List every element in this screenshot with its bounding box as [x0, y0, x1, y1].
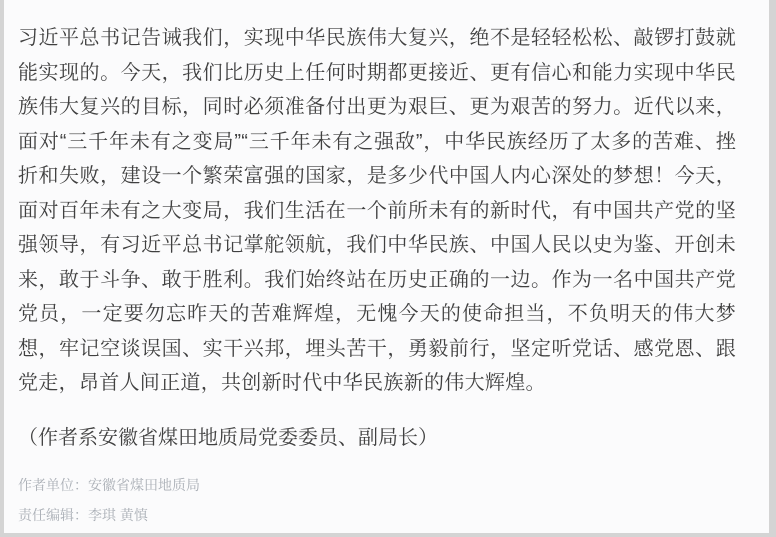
- article-paragraph: 习近平总书记告诫我们，实现中华民族伟大复兴，绝不是轻轻松松、敲锣打鼓就能实现的。今天，我们比历史上任何时期都更接近、更有信心和能力实现中华民族伟大复兴的目标，同时必须准备付出更为艰巨、更为艰苦的努力。近代以来，面对“三千年未有之变局”“三千年未有之强敌”，中华民族经历了太多的苦难、挫折和失败，建设一个繁荣富强的国家，是多少代中国人内心深处的梦想！今天，面对百年未有之大变局，我们生活在一个前所未有的新时代，有中国共产党的坚强领导，有习近平总书记掌舵领航，我们中华民族、中国人民以史为鉴、开创未来，敢于斗争、敢于胜利。我们始终站在历史正确的一边。作为一名中国共产党党员，一定要勿忘昨天的苦难辉煌，无愧今天的使命担当，不负明天的伟大梦想，牢记空谈误国、实干兴邦，埋头苦干，勇毅前行，坚定听党话、感党恩、跟党走，昂首人间正道，共创新时代中华民族新的伟大辉煌。: [18, 27, 736, 394]
- article-card: [4, 0, 769, 533]
- article-meta: [18, 470, 743, 530]
- author-note: （作者系安徽省煤田地质局党委委员、副局长）: [18, 426, 438, 449]
- responsible-editor-line: 责任编辑：李琪 黄慎: [18, 507, 148, 523]
- author-unit-line: 作者单位：安徽省煤田地质局: [18, 477, 200, 493]
